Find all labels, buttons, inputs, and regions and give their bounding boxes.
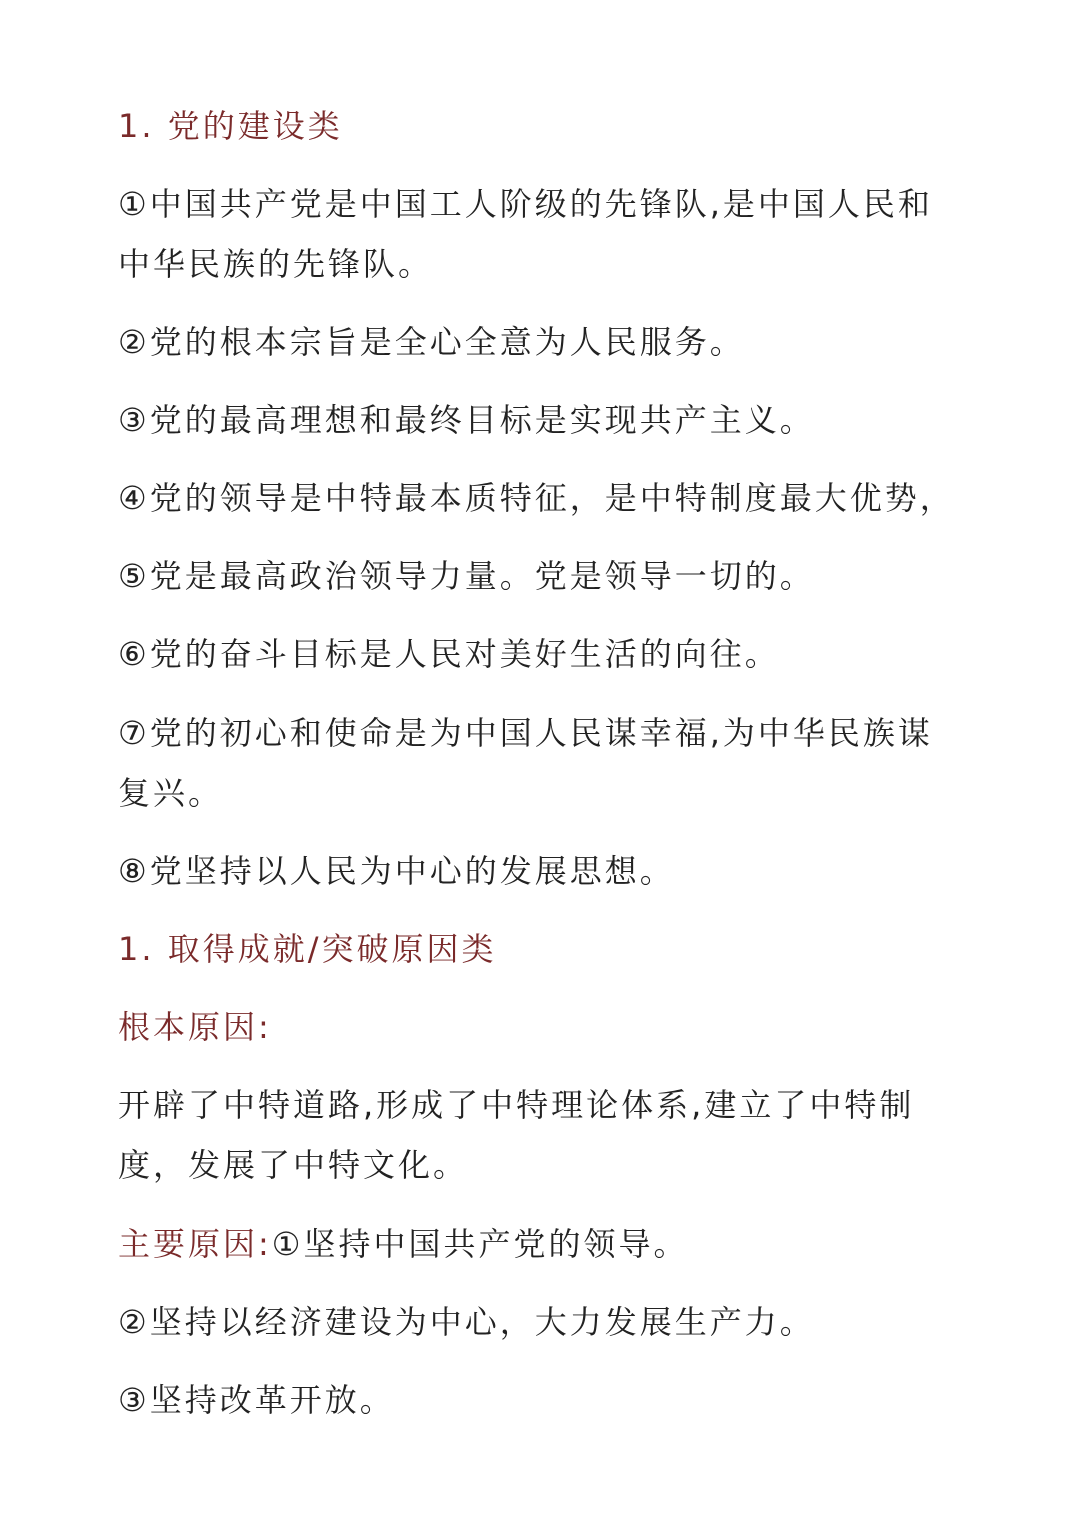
section-heading-achievement-reasons: 1. 取得成就/突破原因类 <box>118 930 497 968</box>
list-item-6: ⑥党的奋斗目标是人民对美好生活的向往。 <box>118 635 780 673</box>
list-item-1-line-1: ①中国共产党是中国工人阶级的先锋队,是中国人民和 <box>118 185 933 223</box>
main-reason-label: 主要原因: <box>118 1225 272 1263</box>
list-item-1-line-2: 中华民族的先锋队。 <box>118 245 434 283</box>
main-reason-item-1: ①坚持中国共产党的领导。 <box>271 1225 689 1263</box>
list-item-3: ③党的最高理想和最终目标是实现共产主义。 <box>118 401 815 439</box>
list-item-8: ⑧党坚持以人民为中心的发展思想。 <box>118 852 675 890</box>
fundamental-reason-label: 根本原因: <box>118 1008 272 1046</box>
main-reason-line <box>118 1214 978 1274</box>
list-item-5: ⑤党是最高政治领导力量。党是领导一切的。 <box>118 557 815 595</box>
list-item-7-line-2: 复兴。 <box>118 774 224 812</box>
fundamental-reason-line-2: 度，发展了中特文化。 <box>118 1146 469 1184</box>
list-item-4: ④党的领导是中特最本质特征，是中特制度最大优势， <box>118 479 955 517</box>
list-item-7-line-1: ⑦党的初心和使命是为中国人民谋幸福,为中华民族谋 <box>118 714 933 752</box>
list-item-2: ②党的根本宗旨是全心全意为人民服务。 <box>118 323 745 361</box>
main-reason-item-3: ③坚持改革开放。 <box>118 1381 395 1419</box>
section-heading-party-building: 1. 党的建设类 <box>118 107 343 145</box>
fundamental-reason-line-1: 开辟了中特道路,形成了中特理论体系,建立了中特制 <box>118 1086 915 1124</box>
main-reason-item-2: ②坚持以经济建设为中心，大力发展生产力。 <box>118 1303 815 1341</box>
